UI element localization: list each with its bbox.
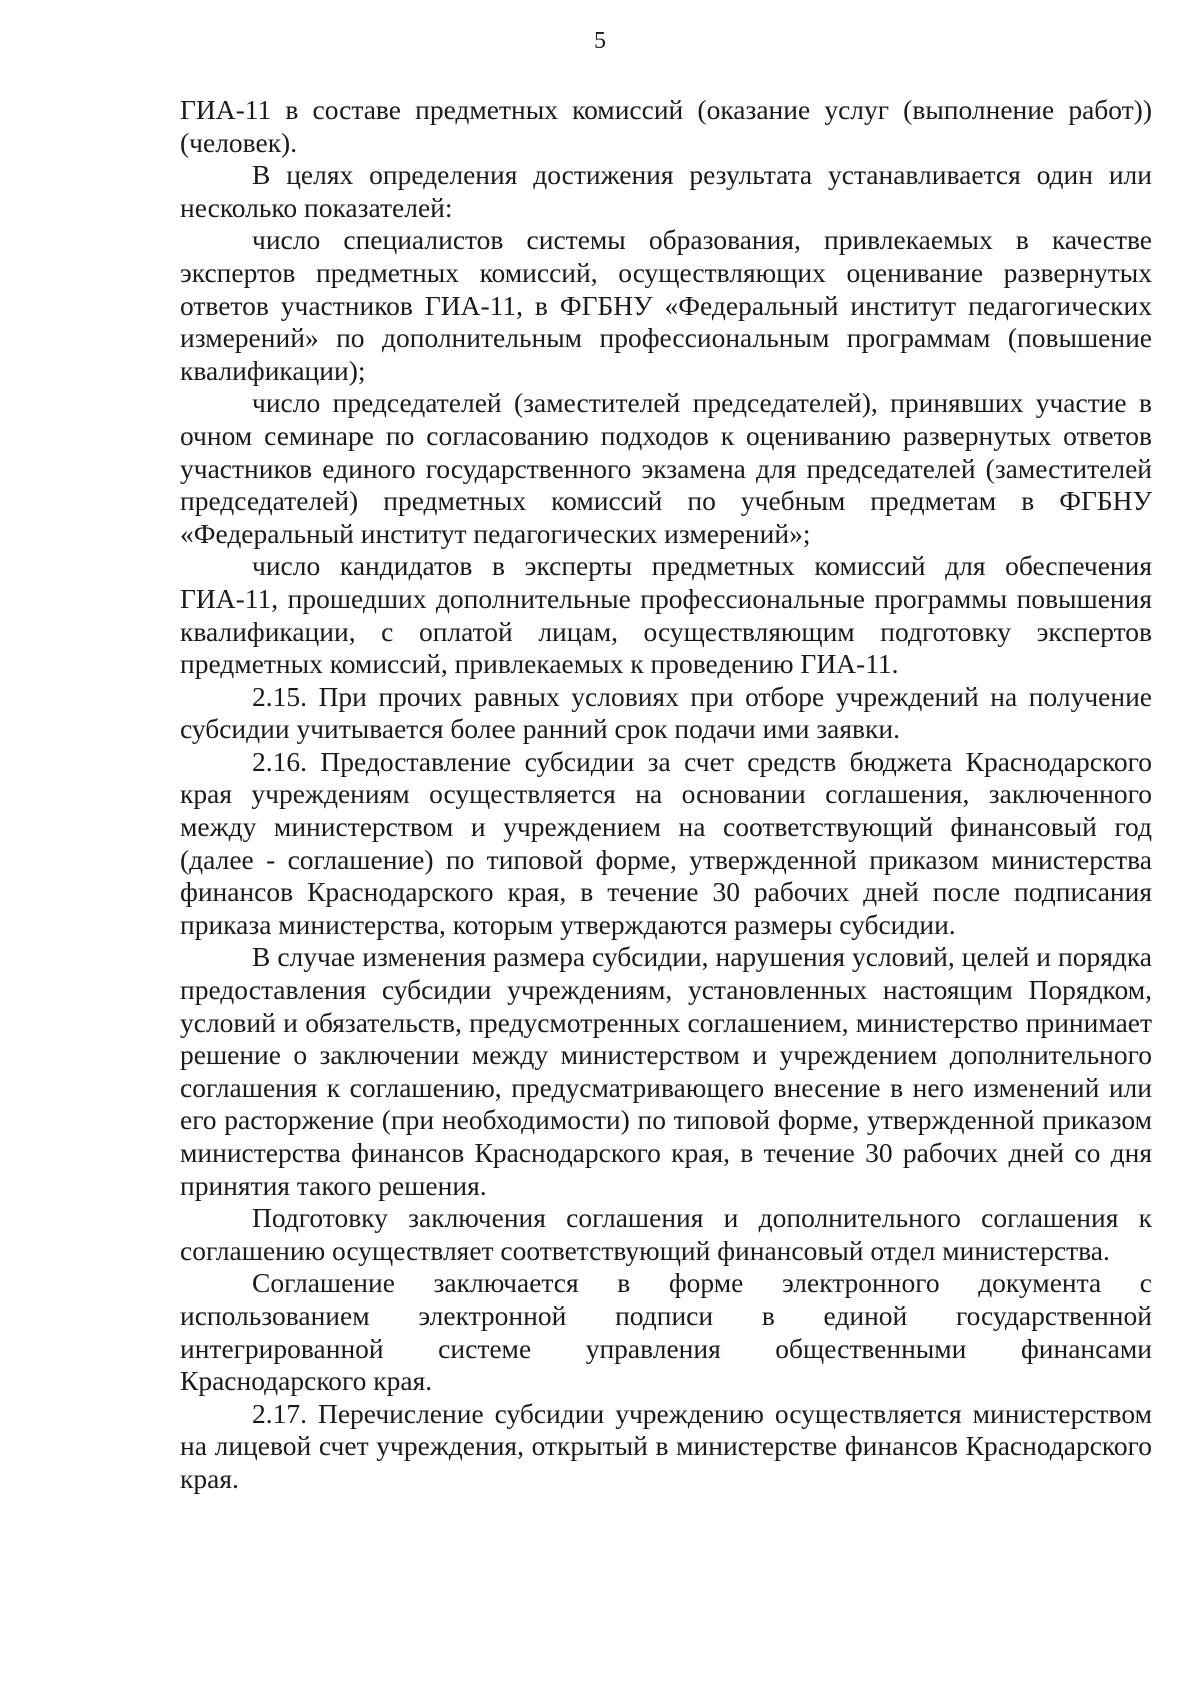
paragraph-preparation: Подготовку заключения соглашения и дополнительного соглашения к соглашению осуществляет соответствующий финансовый отдел министерства.: [180, 1202, 1152, 1266]
paragraph-indicator-specialists: число специалистов системы образования, привлекаемых в качестве экспертов предметных комиссий, осуществляющих оценивание развернутых ответов участников ГИА-11, в ФГБНУ «Федеральный институт педагогических измерений» по дополнительным профессиональным программам (повышение квалификации);: [180, 224, 1152, 386]
paragraph-2-15: 2.15. При прочих равных условиях при отборе учреждений на получение субсидии учитывается более ранний срок подачи ими заявки.: [180, 680, 1152, 745]
paragraph-2-17: 2.17. Перечисление субсидии учреждению осуществляется министерством на лицевой счет учреждения, открытый в министерстве финансов Краснодарского края.: [180, 1397, 1152, 1494]
paragraph-electronic-form: Соглашение заключается в форме электронного документа с использованием электронной подписи в единой государственной интегрированной системе управления общественными финансами Краснодарского края.: [180, 1267, 1152, 1397]
paragraph-2-16: 2.16. Предоставление субсидии за счет средств бюджета Краснодарского края учреждениям осуществляется на основании соглашения, заключенного между министерством и учреждением на соответствующий финансовый год (далее - соглашение) по типовой форме, утвержденной приказом министерства финансов Краснодарского края, в течение 30 рабочих дней после подписания приказа министерства, которым утверждаются размеры субсидии.: [180, 745, 1152, 940]
paragraph-indicator-candidates: число кандидатов в эксперты предметных комиссий для обеспечения ГИА-11, прошедших дополнительные профессиональные программы повышения квалификации, с оплатой лицам, осуществляющим подготовку экспертов предметных комиссий, привлекаемых к проведению ГИА-11.: [180, 550, 1152, 680]
paragraph-indicators-intro: В целях определения достижения результата устанавливается один или несколько показателей:: [180, 159, 1152, 223]
document-body: [180, 94, 1152, 1496]
paragraph-continuation: ГИА-11 в составе предметных комиссий (оказание услуг (выполнение работ)) (человек).: [180, 94, 1152, 158]
page-number: 5: [594, 28, 606, 54]
paragraph-indicator-chairmen: число председателей (заместителей председателей), принявших участие в очном семинаре по согласованию подходов к оцениванию развернутых ответов участников единого государственного экзамена для председателей (заместителей председателей) предметных комиссий по учебным предметам в ФГБНУ «Федеральный институт педагогических измерений»;: [180, 387, 1152, 549]
paragraph-changes: В случае изменения размера субсидии, нарушения условий, целей и порядка предоставления субсидии учреждениям, установленных настоящим Порядком, условий и обязательств, предусмотренных соглашением, министерство принимает решение о заключении между министерством и учреждением дополнительного соглашения к соглашению, предусматривающего внесение в него изменений или его расторжение (при необходимости) по типовой форме, утвержденной приказом министерства финансов Краснодарского края, в течение 30 рабочих дней со дня принятия такого решения.: [180, 941, 1152, 1201]
